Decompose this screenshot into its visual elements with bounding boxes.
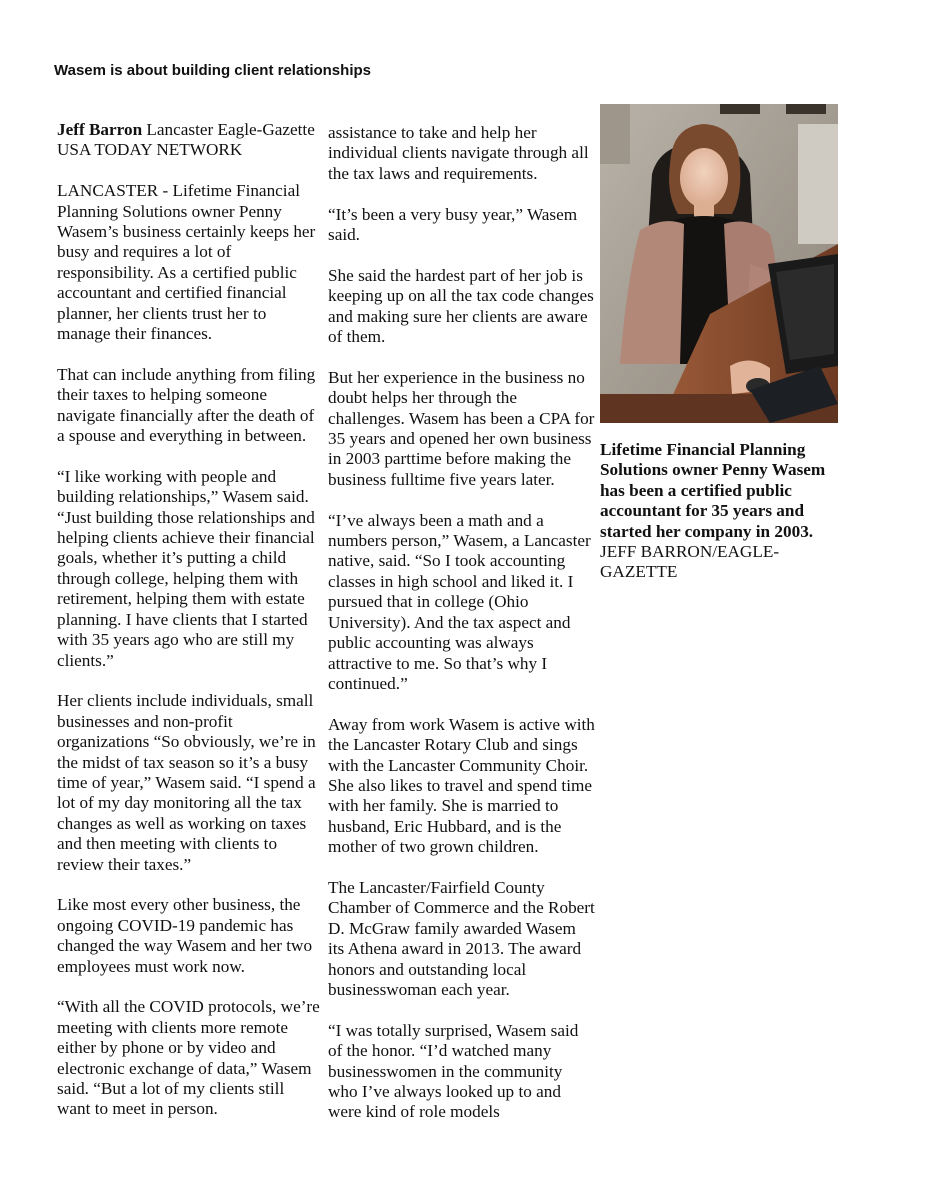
paragraph: “With all the COVID protocols, we’re meeting with clients more remote either by phone or by video and electronic exchange of data,” Wasem said. “But a lot of my clients still want to meet in person. bbox=[57, 997, 320, 1119]
byline bbox=[57, 120, 321, 161]
photo-credit: JEFF BARRON/EAGLE-GAZETTE bbox=[600, 542, 780, 582]
paragraph: The Lancaster/Fairfield County Chamber of Commerce and the Robert D. McGraw family awarded Wasem its Athena award in 2013. The award honors and outstanding local businesswoman each year. bbox=[328, 877, 595, 999]
paragraph: Her clients include individuals, small businesses and non-profit organizations “So obviously, we’re in the midst of tax season so it’s a busy time of year,” Wasem said. “I spend a lot of my day monitoring all the tax changes as well as working on taxes and then meeting with clients to review their taxes.” bbox=[57, 691, 316, 874]
article-column-1 bbox=[57, 120, 321, 1140]
photo-caption bbox=[600, 440, 848, 583]
headline: Wasem is about building client relationships bbox=[54, 62, 371, 79]
paragraph: Like most every other business, the ongoing COVID-19 pandemic has changed the way Wasem and her two employees must work now. bbox=[57, 895, 313, 976]
paragraph: But her experience in the business no doubt helps her through the challenges. Wasem has been a CPA for 35 years and opened her own business in 2003 parttime before making the business fulltime five years later. bbox=[328, 367, 595, 489]
paragraph: Away from work Wasem is active with the Lancaster Rotary Club and sings with the Lancaster Community Choir. She also likes to travel and spend time with her family. She is married to husband, Eric Hubbard, and is the mother of two grown children. bbox=[328, 714, 595, 857]
paragraph: She said the hardest part of her job is keeping up on all the tax code changes and making sure her clients are aware of them. bbox=[328, 265, 594, 347]
paragraph: “I was totally surprised, Wasem said of the honor. “I’d watched many businesswomen in the community who I’ve always looked up to and were kind of role models bbox=[328, 1020, 579, 1122]
article-column-2 bbox=[328, 120, 596, 1143]
paragraph: LANCASTER - Lifetime Financial Planning Solutions owner Penny Wasem’s business certainly keeps her busy and requires a lot of responsibility. As a certified public accountant and certified financial planner, her clients trust her to manage their finances. bbox=[57, 181, 316, 344]
article-photo bbox=[600, 104, 838, 423]
paragraph: That can include anything from filing their taxes to helping someone navigate financially after the death of a spouse and everything in between. bbox=[57, 364, 316, 446]
woman-at-computer-photo bbox=[600, 104, 838, 423]
byline-org: Lancaster Eagle-Gazette USA TODAY NETWORK bbox=[57, 120, 315, 160]
paragraph: “I like working with people and building relationships,” Wasem said. “Just building those relationships and helping clients achieve their financial goals, whether it’s putting a child through college, helping them with retirement, helping them with estate planning. I have clients that I started with 35 years ago who are still my clients.” bbox=[57, 466, 315, 670]
paragraph: “I’ve always been a math and a numbers person,” Wasem, a Lancaster native, said. “So I took accounting classes in high school and liked it. I pursued that in college (Ohio University). And the tax aspect and public accounting was always attractive to me. So that’s why I continued.” bbox=[328, 510, 591, 693]
caption-text: Lifetime Financial Planning Solutions owner Penny Wasem has been a certified public accountant for 35 years and started her company in 2003. bbox=[600, 440, 826, 541]
byline-name: Jeff Barron bbox=[57, 120, 143, 139]
paragraph: “It’s been a very busy year,” Wasem said. bbox=[328, 204, 578, 245]
paragraph: assistance to take and help her individual clients navigate through all the tax laws and requirements. bbox=[328, 123, 589, 183]
